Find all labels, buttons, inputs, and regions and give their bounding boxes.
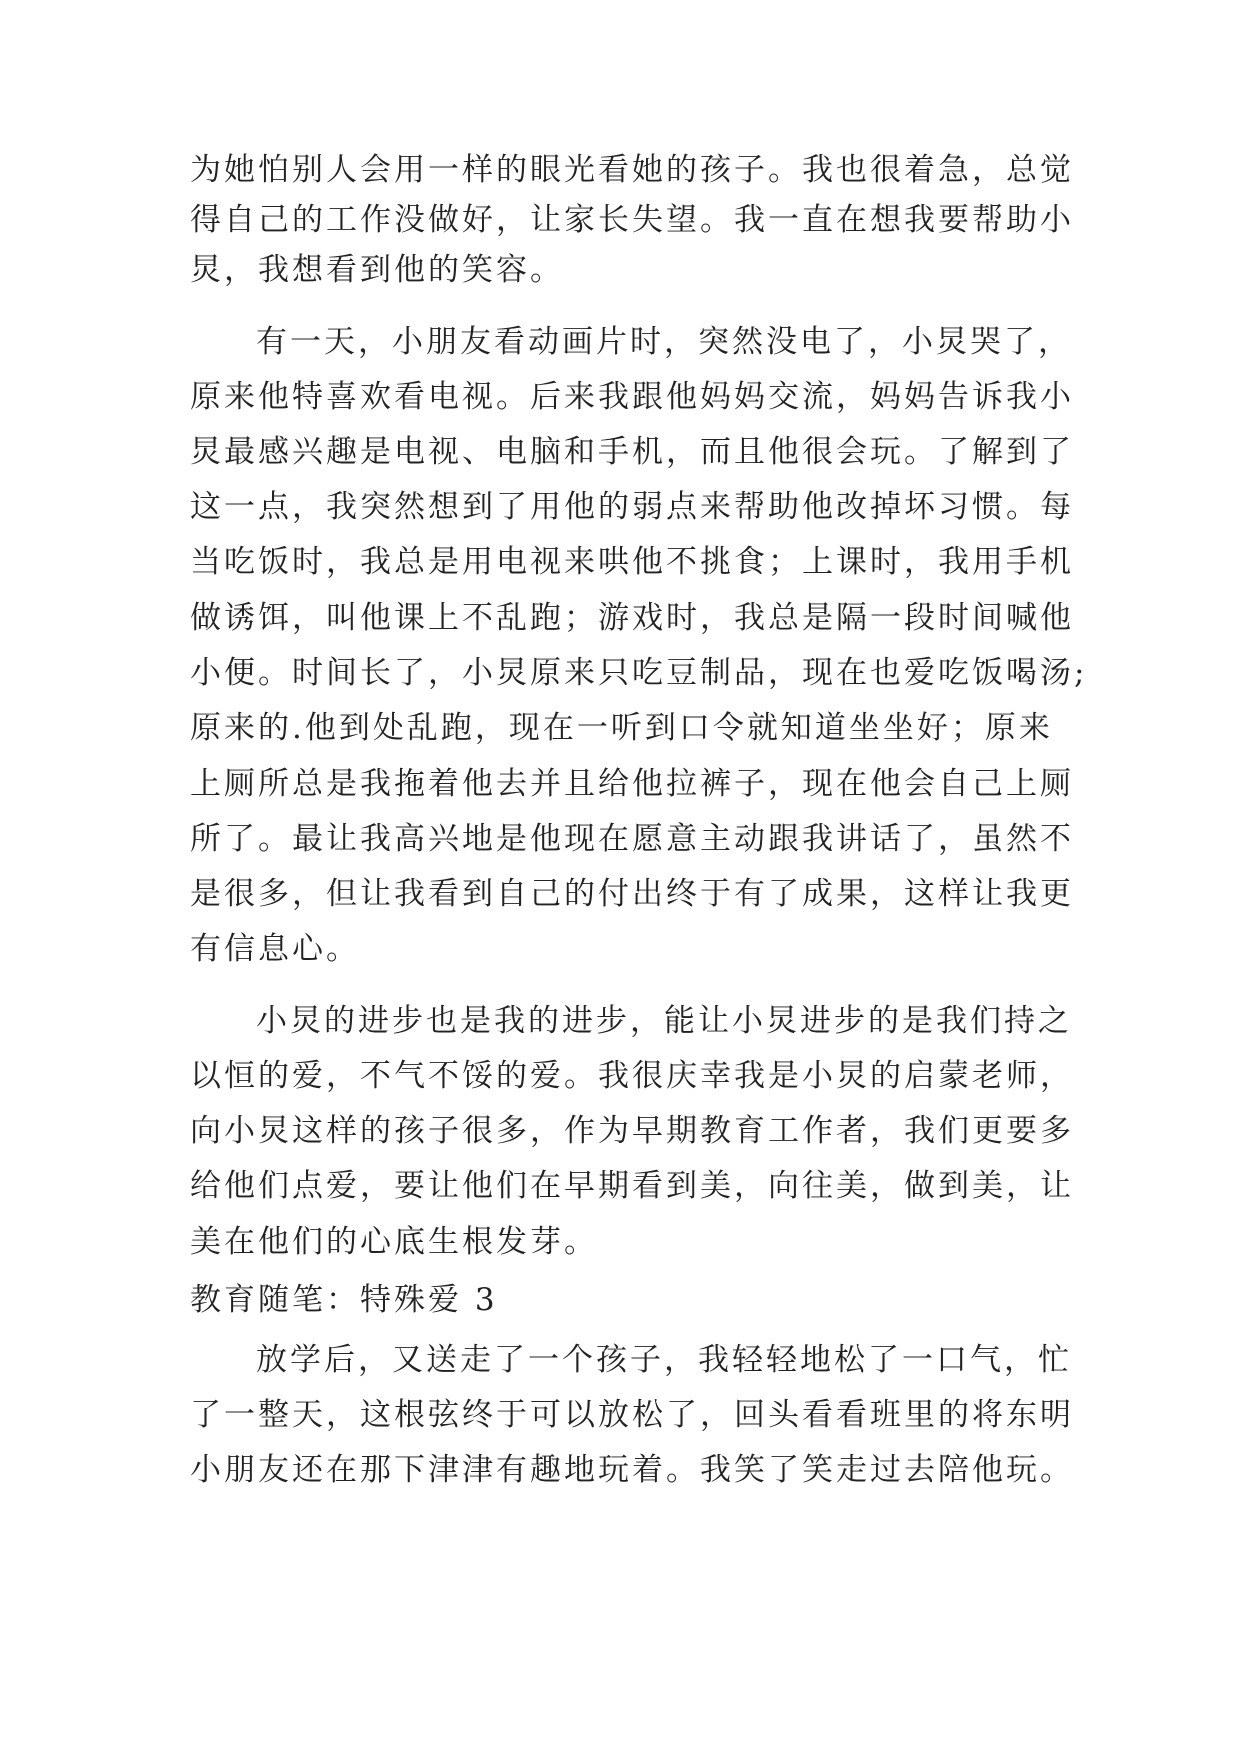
body-line: 得自己的工作没做好，让家长失望。我一直在想我要帮助小	[190, 202, 1074, 238]
body-line: 原来他特喜欢看电视。后来我跟他妈妈交流，妈妈告诉我小	[190, 379, 1074, 415]
paragraph-first-line: 有一天，小朋友看动画片时，突然没电了，小炅哭了，	[256, 324, 1072, 360]
body-line: 以恒的爱，不气不馁的爱。我很庆幸我是小炅的启蒙老师，	[190, 1058, 1074, 1094]
body-line: 给他们点爱，要让他们在早期看到美，向往美，做到美，让	[190, 1168, 1074, 1204]
body-line: 当吃饭时，我总是用电视来哄他不挑食；上课时，我用手机	[190, 544, 1074, 580]
body-line: 了一整天，这根弦终于可以放松了，回头看看班里的将东明	[190, 1397, 1074, 1433]
body-line: 炅最感兴趣是电视、电脑和手机，而且他很会玩。了解到了	[190, 434, 1074, 470]
section-heading: 教育随笔：特殊爱 3	[190, 1282, 498, 1318]
body-line: 小朋友还在那下津津有趣地玩着。我笑了笑走过去陪他玩。	[190, 1452, 1074, 1488]
body-line: 上厕所总是我拖着他去并且给他拉裤子，现在他会自己上厕	[190, 766, 1074, 802]
body-line: 所了。最让我高兴地是他现在愿意主动跟我讲话了，虽然不	[190, 821, 1074, 857]
body-line: 做诱饵，叫他课上不乱跑；游戏时，我总是隔一段时间喊他	[190, 600, 1074, 636]
body-line: 向小炅这样的孩子很多，作为早期教育工作者，我们更要多	[190, 1113, 1074, 1149]
body-line: 原来的.他到处乱跑，现在一听到口令就知道坐坐好；原来	[190, 710, 1053, 746]
paragraph-first-line: 放学后，又送走了一个孩子，我轻轻地松了一口气，忙	[256, 1342, 1072, 1378]
body-line: 美在他们的心底生根发芽。	[190, 1224, 598, 1260]
paragraph-first-line: 小炅的进步也是我的进步，能让小炅进步的是我们持之	[256, 1003, 1072, 1039]
body-line: 这一点，我突然想到了用他的弱点来帮助他改掉坏习惯。每	[190, 489, 1074, 525]
body-line: 有信息心。	[190, 931, 360, 967]
body-line: 是很多，但让我看到自己的付出终于有了成果，这样让我更	[190, 876, 1074, 912]
body-line: 小便。时间长了，小炅原来只吃豆制品，现在也爱吃饭喝汤;	[190, 655, 1088, 691]
body-line: 为她怕别人会用一样的眼光看她的孩子。我也很着急，总觉	[190, 152, 1074, 188]
body-line: 炅，我想看到他的笑容。	[190, 252, 564, 288]
